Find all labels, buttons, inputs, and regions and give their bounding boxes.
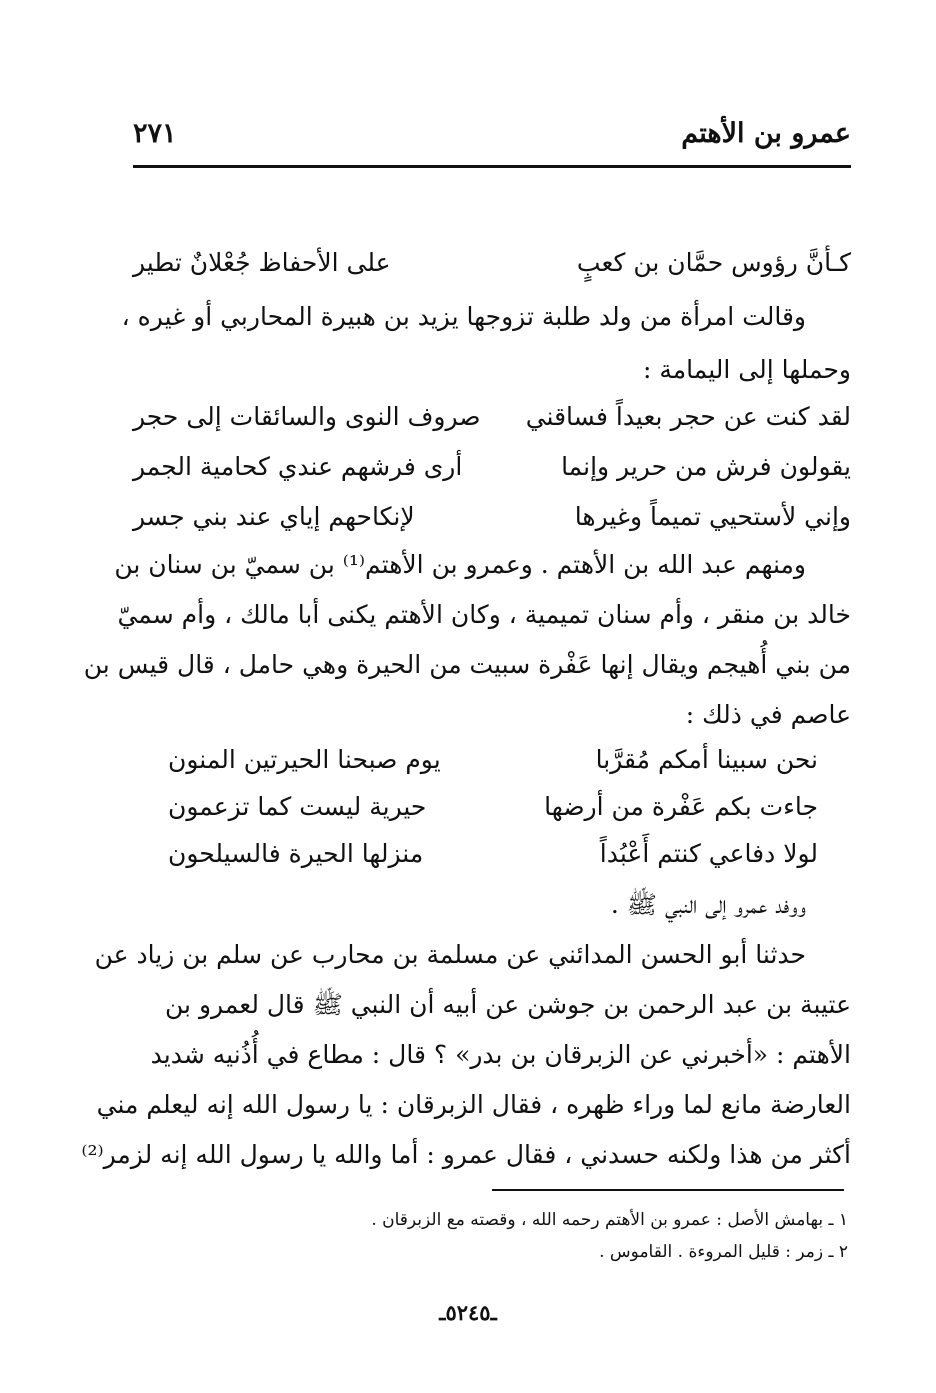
verse-hemistich-right: وإني لأستحيي تميماً وغيرها <box>574 502 851 531</box>
text-line: خالد بن منقر ، وأم سنان تميمية ، وكان الأهتم يكنى أبا مالك ، وأم سميّ <box>117 600 851 629</box>
footnote: ١ ـ بهامش الأصل : عمرو بن الأهتم رحمه الله ، وقصته مع الزبرقان . <box>371 1210 848 1230</box>
verse-hemistich-right: كـأنَّ رؤوس حمَّان بن كعبٍ <box>576 248 851 277</box>
verse-hemistich-left: أرى فرشهم عندي كحامية الجمر <box>133 452 463 481</box>
text-line: ومنهم عبد الله بن الأهتم . وعمرو بن الأهتم⁽¹⁾ بن سميّ بن سنان بن <box>114 550 806 579</box>
verse-hemistich-right: يقولون فرش من حرير وإنما <box>561 452 851 481</box>
verse-line <box>133 447 851 487</box>
footnote: ٢ ـ زمر : قليل المروءة . القاموس . <box>599 1242 848 1262</box>
page-number: ٢٧١ <box>133 118 177 149</box>
verse-hemistich-right: لقد كنت عن حجر بعيداً فساقني <box>525 402 851 431</box>
verse-hemistich-right: لولا دفاعي كنتم أَعْبُداً <box>599 839 818 868</box>
verse-hemistich-left: على الأحفاظ جُعْلانٌ تطير <box>133 248 391 277</box>
verse-hemistich-left: منزلها الحيرة فالسيلحون <box>168 839 424 868</box>
verse-line <box>133 397 851 437</box>
running-title: عمرو بن الأهتم <box>681 118 851 149</box>
verse-hemistich-left: لإنكاحهم إياي عند بني جسر <box>133 502 415 531</box>
verse-line <box>133 497 851 537</box>
text-line: وحملها إلى اليمامة : <box>642 355 851 384</box>
verse-line <box>133 243 851 283</box>
verse-line <box>168 834 818 874</box>
text-line: الأهتم : «أخبرني عن الزبرقان بن بدر» ؟ قال : مطاع في أُذُنيه شديد <box>150 1040 851 1069</box>
page-footer-number: ـ٥٢٤٥ـ <box>439 1300 497 1325</box>
verse-hemistich-left: يوم صبحنا الحيرتين المنون <box>168 745 441 774</box>
verse-line <box>168 740 818 780</box>
text-line: عاصم في ذلك : <box>685 700 851 729</box>
text-line: وقالت امرأة من ولد طلبة تزوجها يزيد بن هبيرة المحاربي أو غيره ، <box>121 302 806 331</box>
verse-hemistich-right: جاءت بكم عَفْرة من أرضها <box>544 792 818 821</box>
header-rule <box>133 165 851 168</box>
verse-hemistich-left: صروف النوى والسائقات إلى حجر <box>133 402 481 431</box>
verse-line <box>168 787 818 827</box>
verse-hemistich-left: حيرية ليست كما تزعمون <box>168 792 427 821</box>
text-line: من بني أُهيجم ويقال إنها عَفْرة سبيت من الحيرة وهي حامل ، قال قيس بن <box>83 650 851 679</box>
footnote-separator <box>492 1189 844 1191</box>
text-line: العارضة مانع لما وراء ظهره ، فقال الزبرقان : يا رسول الله إنه ليعلم مني <box>96 1090 851 1119</box>
text-line: أكثر من هذا ولكنه حسدني ، فقال عمرو : أما والله يا رسول الله إنه لزمر⁽²⁾ <box>81 1140 851 1169</box>
text-line: عتيبة بن عبد الرحمن بن جوشن عن أبيه أن النبي ﷺ قال لعمرو بن <box>165 990 851 1019</box>
running-head <box>133 118 851 158</box>
text-line: حدثنا أبو الحسن المدائني عن مسلمة بن محارب عن سلم بن زياد عن <box>94 940 806 969</box>
verse-hemistich-right: نحن سبينا أمكم مُقرَّبا <box>595 745 818 774</box>
text-line: ووفد عمرو إلى النبي ﷺ . <box>610 890 806 919</box>
